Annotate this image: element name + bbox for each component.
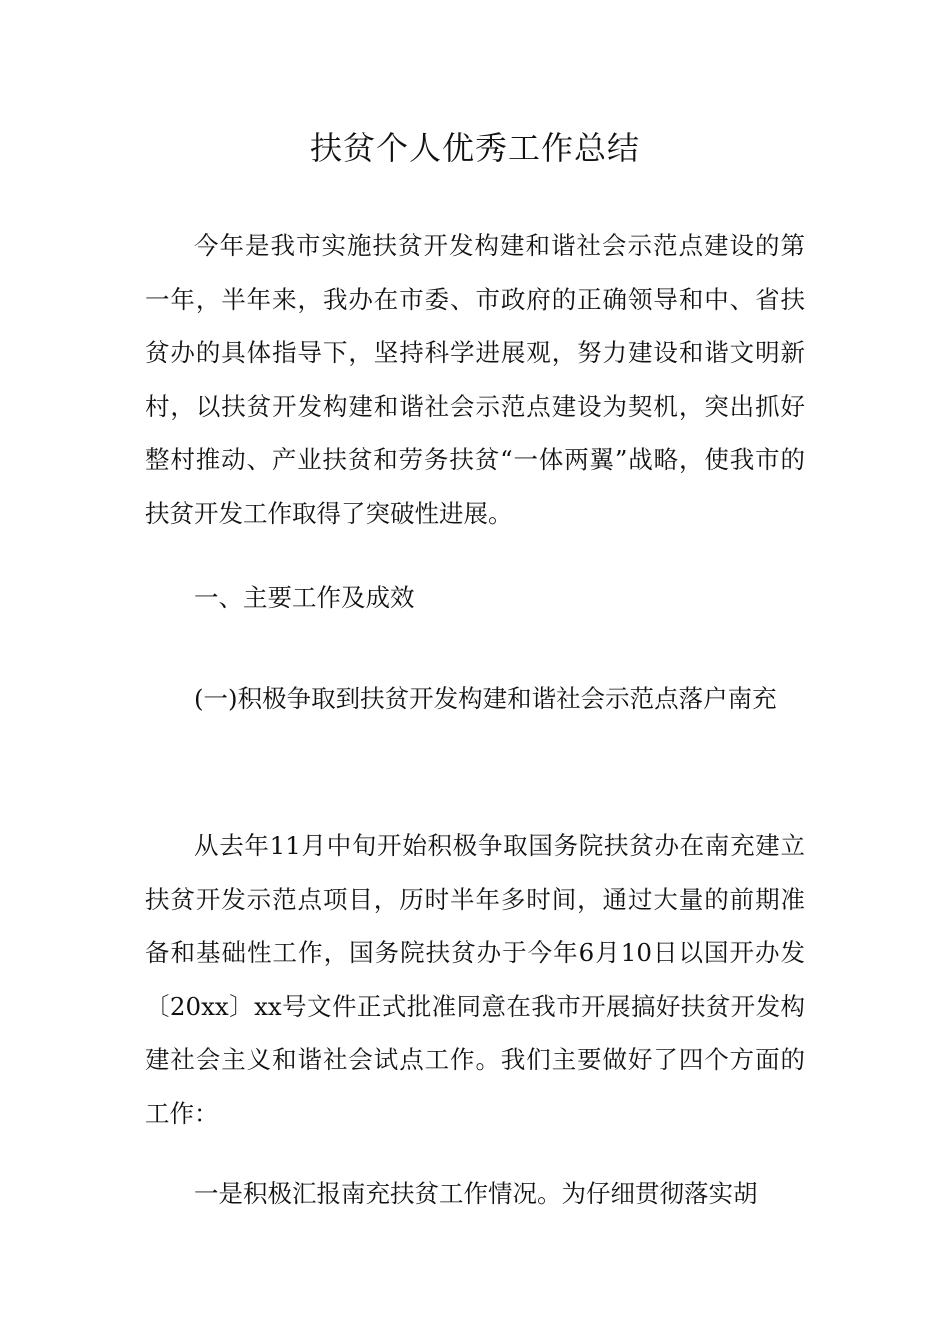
body-paragraph-continued: 一是积极汇报南充扶贫工作情况。为仔细贯彻落实胡 [194,1179,758,1208]
body-paragraph: 从去年11月中旬开始积极争取国务院扶贫办在南充建立扶贫开发示范点项目，历时半年多时间，通过大量的前期准备和基础性工作，国务院扶贫办于今年6月10日以国开办发〔20xx〕xx号文件正式批准同意在我市开展搞好扶贫开发构建社会主义和谐社会试点工作。我们主要做好了四个方面的工作： [145,831,805,1128]
subsection-heading: (一)积极争取到扶贫开发构建和谐社会示范点落户南充 [194,684,777,713]
section-heading: 一、主要工作及成效 [194,583,415,612]
document-title: 扶贫个人优秀工作总结 [309,129,640,167]
intro-paragraph: 今年是我市实施扶贫开发构建和谐社会示范点建设的第一年，半年来，我办在市委、市政府的正确领导和中、省扶贫办的具体指导下，坚持科学进展观，努力建设和谐文明新村，以扶贫开发构建和谐社会示范点建设为契机，突出抓好整村推动、产业扶贫和劳务扶贫“一体两翼”战略，使我市的扶贫开发工作取得了突破性进展。 [145,231,805,528]
